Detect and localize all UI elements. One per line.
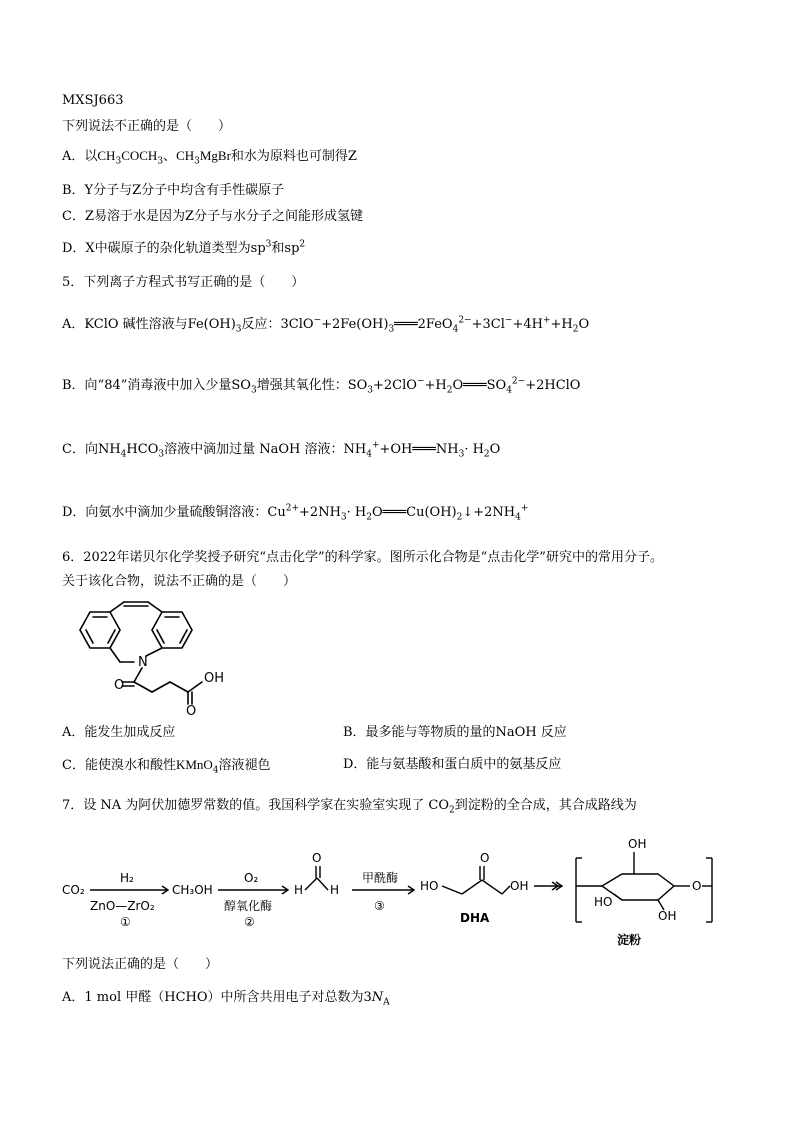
svg-text:O: O [692, 879, 702, 893]
svg-text:H₂: H₂ [120, 871, 134, 885]
q4-option-b: B．Y分子与Z分子中均含有手性碳原子 [62, 183, 285, 198]
q5-option-d: D．向氨水中滴加少量硫酸铜溶液：$Cu^{2+}+2NH_3\cdot$ $H_2O═══Cu(OH)_2↓+2NH_4^+$ [62, 503, 529, 523]
svg-text:O: O [312, 851, 322, 865]
svg-text:HO: HO [420, 879, 439, 893]
svg-text:①: ① [120, 915, 131, 929]
svg-text:OH: OH [628, 837, 647, 851]
q7-stem: 7．设 NA 为阿伏加德罗常数的值。我国科学家在实验室实现了 $CO_2$到淀粉的全合成，其合成路线为 [62, 798, 637, 816]
q6-option-d: D．能与氨基酸和蛋白质中的氨基反应 [343, 757, 562, 772]
starch-synthesis-route [62, 830, 742, 950]
doc-code: MXSJ663 [62, 93, 124, 108]
q4-option-d: D．X中碳原子的杂化轨道类型为$sp^3$和$sp^2$ [62, 239, 306, 256]
svg-text:②: ② [244, 915, 255, 929]
svg-text:OH: OH [510, 879, 529, 893]
q6-stem-line2: 关于该化合物，说法不正确的是（ ） [62, 574, 297, 589]
q6-option-b: B．最多能与等物质的量的NaOH 反应 [343, 725, 567, 740]
molecule-n-label: N [138, 655, 148, 670]
q5-option-b: B．向“84”消毒液中加入少量$SO_3$增强其氧化性：$SO_3+2ClO^-+H_2O═══SO_4^{2-}+2HClO$ [62, 376, 581, 396]
q5-option-a: A．KClO 碱性溶液与$Fe(OH)_3$反应：$3ClO^-+2Fe(OH)_3═══2FeO_4^{2-}+3Cl^-+4H^++H_2O$ [62, 315, 590, 335]
svg-text:CO₂: CO₂ [62, 883, 85, 897]
svg-text:H: H [294, 883, 304, 897]
q5-option-c: C．向$NH_4HCO_3$溶液中滴加过量 NaOH 溶液：$NH_4^++OH═══NH_3\cdot H_2O$ [62, 440, 501, 460]
svg-text:HO: HO [594, 895, 613, 909]
svg-text:OH: OH [658, 909, 677, 923]
svg-text:H: H [330, 883, 340, 897]
svg-text:DHA: DHA [460, 911, 490, 925]
q6-option-a: A．能发生加成反应 [62, 725, 176, 740]
svg-text:ZnO—ZrO₂: ZnO—ZrO₂ [90, 899, 155, 913]
svg-text:O₂: O₂ [244, 871, 259, 885]
svg-text:O: O [480, 851, 490, 865]
q6-stem-line1: 6．2022年诺贝尔化学奖授予研究“点击化学”的科学家。图所示化合物是“点击化学”研究中的常用分子。 [62, 550, 663, 565]
molecule-o2-label: O [186, 704, 197, 716]
svg-text:甲酰酶: 甲酰酶 [362, 871, 399, 885]
q7-option-a: A．1 mol 甲醛（HCHO）中所含共用电子对总数为$3N_A$ [62, 990, 390, 1008]
svg-text:淀粉: 淀粉 [617, 933, 642, 947]
molecule-o-label: O [114, 678, 125, 693]
q4-option-a: A．以$CH_3COCH_3$、$CH_3MgBr$和水为原料也可制得Z [62, 148, 357, 167]
molecule-oh-label: OH [204, 671, 225, 686]
svg-text:醇氧化酶: 醇氧化酶 [224, 899, 273, 913]
svg-text:CH₃OH: CH₃OH [172, 883, 213, 897]
svg-text:③: ③ [374, 899, 385, 913]
q6-option-c: C．能使溴水和酸性KMnO$_4$溶液褪色 [62, 757, 271, 776]
q7-stem2: 下列说法正确的是（ ） [62, 957, 219, 972]
dbco-acid-molecule [62, 596, 252, 716]
q5-stem: 5．下列离子方程式书写正确的是（ ） [62, 275, 305, 290]
q4-option-c: C．Z易溶于水是因为Z分子与水分子之间能形成氢键 [62, 209, 364, 224]
q4-stem: 下列说法不正确的是（ ） [62, 119, 232, 134]
